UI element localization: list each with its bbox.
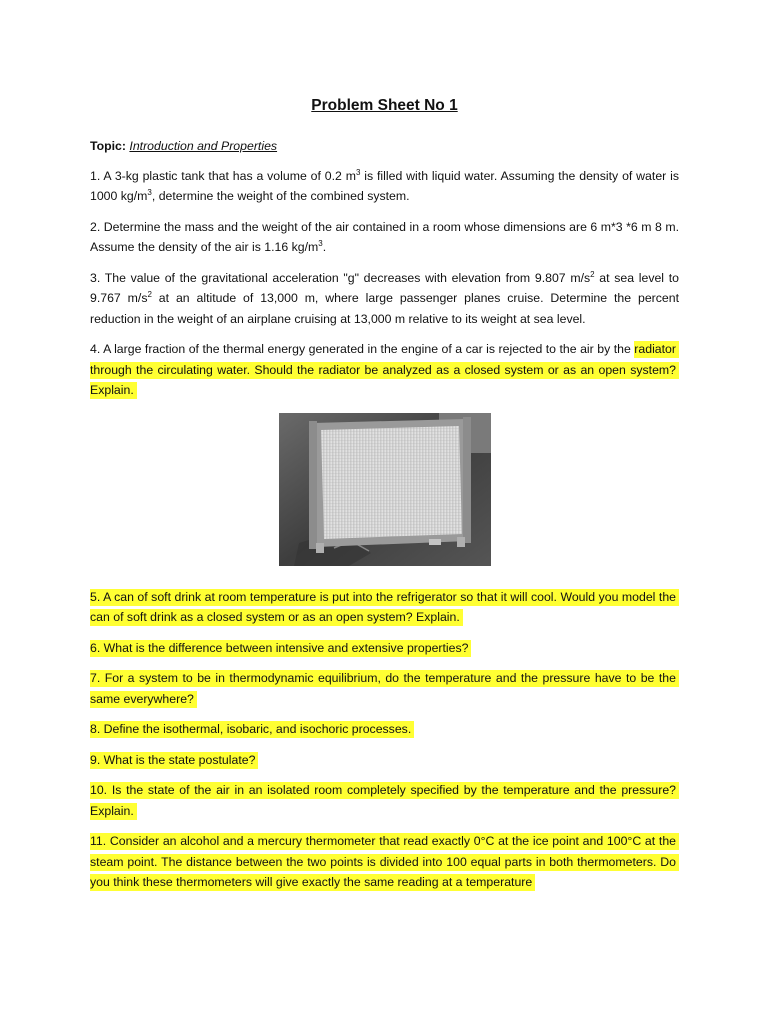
question-1-text-a: 1. A 3-kg plastic tank that has a volume of 0.2 m — [90, 168, 356, 183]
radiator-photo — [279, 413, 491, 566]
question-4 — [90, 339, 679, 401]
question-2 — [90, 217, 679, 258]
question-1-text-b: is filled with liquid water. Assuming the density of water is 1000 kg/m — [90, 168, 679, 203]
question-10 — [90, 780, 679, 821]
question-1-text-c: , determine the weight of the combined system. — [151, 189, 410, 203]
question-8 — [90, 719, 679, 740]
question-4-highlighted-text: radiator through the circulating water. Should the radiator be analyzed as a closed system or as an open system? Explain. — [90, 341, 679, 399]
question-3-sup-2: 2 — [147, 289, 152, 299]
question-3-sup-1: 2 — [590, 269, 595, 279]
question-2-text-a: 2. Determine the mass and the weight of the air contained in a room whose dimensions are 6 m*3 *6 m 8 m. Assume the density of the air is 1.16 kg/m — [90, 219, 679, 254]
question-11-text: 11. Consider an alcohol and a mercury thermometer that read exactly 0°C at the ice point and 100°C at the steam point. The distance between the two points is divided into 100 equal parts in both thermometers. Do you think these thermometers will give exactly the same reading at a temperature — [90, 833, 679, 891]
topic-line — [90, 136, 679, 157]
problem-sheet — [90, 96, 679, 903]
topic-label: Topic: — [90, 139, 126, 153]
question-3 — [90, 268, 679, 330]
question-11 — [90, 831, 679, 893]
question-9 — [90, 750, 679, 771]
question-3-text-a: 3. The value of the gravitational acceleration "g" decreases with elevation from 9.807 m/s — [90, 270, 591, 285]
page-title: Problem Sheet No 1 — [311, 97, 458, 114]
question-3-text-b: at sea level to 9.767 m/s — [90, 270, 679, 305]
question-2-sup-1: 3 — [318, 238, 323, 248]
question-1-sup-2: 3 — [147, 187, 152, 197]
question-2-text-b: . — [322, 240, 327, 254]
question-9-text: 9. What is the state postulate? — [90, 752, 258, 769]
question-6 — [90, 638, 679, 659]
question-5-text: 5. A can of soft drink at room temperature is put into the refrigerator so that it will cool. Would you model the can of soft drink as a closed system or as an open system? Explain. — [90, 589, 679, 627]
question-1-sup-1: 3 — [355, 167, 361, 177]
question-3-text-c: at an altitude of 13,000 m, where large passenger planes cruise. Determine the percent reduction in the weight of an airplane cruising at 13,000 m relative to its weight at sea level. — [90, 291, 679, 326]
question-6-text: 6. What is the difference between intensive and extensive properties? — [90, 640, 471, 657]
question-8-text: 8. Define the isothermal, isobaric, and isochoric processes. — [90, 721, 414, 738]
question-5 — [90, 587, 679, 628]
question-7 — [90, 668, 679, 709]
topic-value: Introduction and Properties — [129, 139, 278, 153]
question-7-text: 7. For a system to be in thermodynamic equilibrium, do the temperature and the pressure have to be the same everywhere? — [90, 670, 679, 708]
question-1 — [90, 166, 679, 207]
question-4-text-a: 4. A large fraction of the thermal energy generated in the engine of a car is rejected to the air by the — [90, 342, 635, 356]
question-10-text: 10. Is the state of the air in an isolated room completely specified by the temperature and the pressure? Explain. — [90, 782, 679, 820]
